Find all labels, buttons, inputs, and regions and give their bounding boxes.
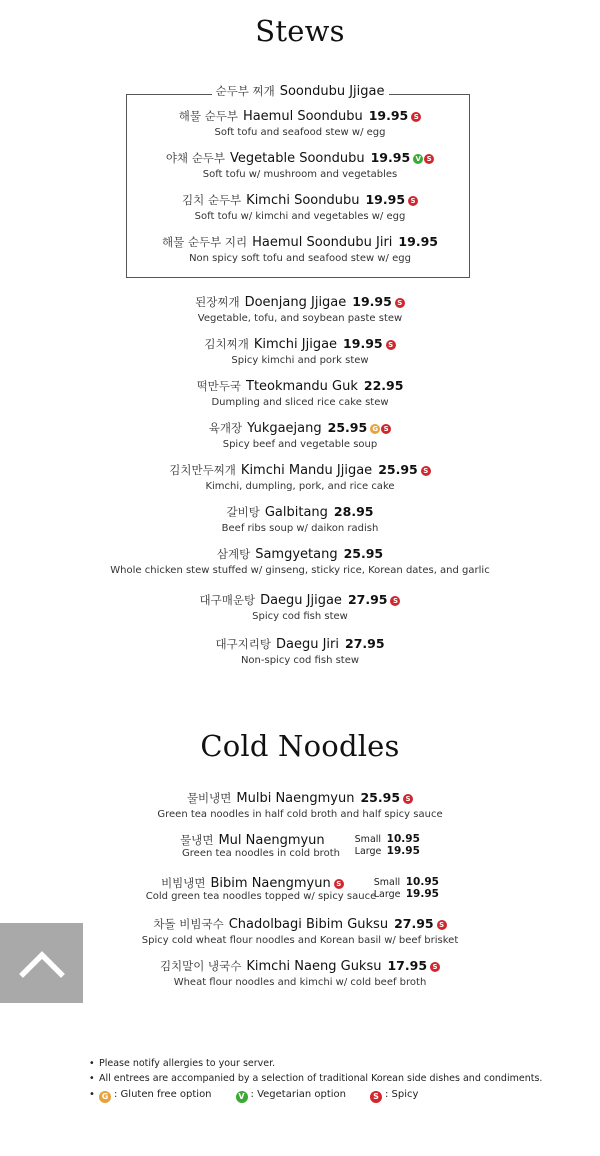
spicy-badge-icon: S xyxy=(437,920,447,930)
stew-item xyxy=(0,380,600,408)
item-english-name: Daegu Jjigae xyxy=(260,593,342,608)
item-korean-name: 김치찌개 xyxy=(204,337,249,351)
legend: • G : Gluten free option V : Vegetarian option S : Spicy xyxy=(89,1089,419,1101)
stews-title: Stews xyxy=(255,14,345,48)
item-korean-name: 대구매운탕 xyxy=(199,593,256,607)
soondubu-item xyxy=(0,236,600,264)
item-price: 25.95 xyxy=(327,420,368,435)
item-title-line xyxy=(0,594,600,607)
soondubu-item xyxy=(0,152,600,180)
item-price: 27.95 xyxy=(347,592,388,607)
item-title-line xyxy=(0,506,600,519)
cold-noodle-item xyxy=(0,960,600,988)
item-title-line xyxy=(0,638,600,651)
item-english-name: Bibim Naengmyun xyxy=(210,876,331,891)
item-english-name: Doenjang Jjigae xyxy=(244,295,347,310)
spicy-badge-icon: S xyxy=(421,466,431,476)
spicy-badge-icon: S xyxy=(381,424,391,434)
item-english-name: Tteokmandu Guk xyxy=(246,379,358,394)
item-title-line xyxy=(0,338,600,351)
item-description: Beef ribs soup w/ daikon radish xyxy=(221,523,379,534)
item-korean-name: 김치 순두부 xyxy=(181,193,242,207)
soondubu-item xyxy=(0,194,600,222)
cold-noodle-item xyxy=(0,792,600,820)
cold-noodle-item xyxy=(0,834,600,859)
item-description: Kimchi, dumpling, pork, and rice cake xyxy=(205,481,395,492)
soondubu-header-ko: 순두부 찌개 xyxy=(215,84,275,98)
item-title-line xyxy=(0,110,600,123)
item-korean-name: 비빔냉면 xyxy=(161,876,206,890)
item-korean-name: 갈비탕 xyxy=(226,505,260,519)
item-price: 17.95 xyxy=(387,958,428,973)
size-price-row xyxy=(355,846,420,858)
stew-item xyxy=(0,296,600,324)
item-price: 19.95 xyxy=(352,294,392,309)
item-korean-name: 떡만두국 xyxy=(196,379,242,393)
item-price: 25.95 xyxy=(343,546,384,561)
item-korean-name: 삼계탕 xyxy=(216,547,251,561)
spicy-badge-icon: S xyxy=(424,154,434,164)
item-english-name: Kimchi Jjigae xyxy=(253,337,338,352)
vegetarian-badge-icon: V xyxy=(413,154,423,164)
size-label: Small xyxy=(354,834,382,845)
item-korean-name: 물비냉면 xyxy=(186,791,232,805)
item-english-name: Yukgaejang xyxy=(247,421,322,436)
stew-item xyxy=(0,506,600,534)
size-price: 10.95 xyxy=(405,876,439,888)
legend-text: : Spicy xyxy=(385,1089,419,1100)
item-description: Non spicy soft tofu and seafood stew w/ egg xyxy=(189,253,411,264)
soondubu-item xyxy=(0,110,600,138)
item-price: 27.95 xyxy=(345,636,385,651)
item-korean-name: 차돌 비빔국수 xyxy=(153,917,224,931)
item-english-name: Samgyetang xyxy=(255,547,338,562)
spicy-badge-icon: S xyxy=(430,962,440,972)
item-description: Cold green tea noodles topped w/ spicy sauce xyxy=(145,891,377,902)
item-description: Green tea noodles in cold broth xyxy=(182,848,340,859)
spicy-badge-icon: S xyxy=(395,298,405,308)
item-description: Wheat flour noodles and kimchi w/ cold beef broth xyxy=(173,977,427,988)
cold-noodles-title: Cold Noodles xyxy=(200,729,400,763)
spicy-badge-icon: S xyxy=(390,596,400,606)
spicy-badge-icon: S xyxy=(408,196,418,206)
item-english-name: Kimchi Mandu Jjigae xyxy=(240,463,373,478)
item-price: 19.95 xyxy=(398,234,438,249)
item-title-line xyxy=(0,792,600,805)
item-description: Spicy cod fish stew xyxy=(252,611,348,622)
item-description: Soft tofu w/ mushroom and vegetables xyxy=(202,169,398,180)
spicy-badge-icon: S xyxy=(386,340,396,350)
item-description: Spicy beef and vegetable soup xyxy=(222,439,378,450)
vegetarian-badge-icon: V xyxy=(236,1091,248,1103)
item-description: Dumpling and sliced rice cake stew xyxy=(211,397,389,408)
item-korean-name: 대구지리탕 xyxy=(215,637,271,651)
item-price: 19.95 xyxy=(365,192,406,207)
item-korean-name: 된장찌개 xyxy=(195,295,240,309)
item-price: 22.95 xyxy=(363,378,404,393)
item-title-line xyxy=(0,464,600,477)
item-title-line xyxy=(0,296,600,309)
item-korean-name: 해물 순두부 xyxy=(178,109,238,123)
item-english-name: Mul Naengmyun xyxy=(218,833,325,848)
item-korean-name: 해물 순두부 지리 xyxy=(162,235,248,249)
stew-item xyxy=(0,594,600,622)
item-title-line xyxy=(0,548,600,561)
spicy-legend-entry xyxy=(370,1089,418,1100)
item-price: 27.95 xyxy=(394,916,434,931)
stew-item xyxy=(0,638,600,666)
item-price: 28.95 xyxy=(333,504,374,519)
item-english-name: Haemul Soondubu xyxy=(242,109,363,124)
item-english-name: Daegu Jiri xyxy=(275,637,339,652)
item-price: 25.95 xyxy=(360,790,401,805)
legend-text: : Vegetarian option xyxy=(250,1089,346,1100)
size-label: Large xyxy=(373,888,401,900)
item-title-line xyxy=(0,194,600,207)
item-description: Spicy cold wheat flour noodles and Korean basil w/ beef brisket xyxy=(141,935,459,946)
soondubu-header-en: Soondubu Jjigae xyxy=(279,84,385,99)
stew-item xyxy=(0,464,600,492)
item-title-line xyxy=(0,152,600,165)
item-title-line xyxy=(0,236,600,249)
item-price: 19.95 xyxy=(370,150,411,165)
gluten-badge-icon: G xyxy=(99,1091,111,1103)
size-price: 19.95 xyxy=(386,844,420,857)
item-english-name: Galbitang xyxy=(264,505,328,520)
stew-item xyxy=(0,338,600,366)
item-english-name: Haemul Soondubu Jiri xyxy=(252,235,393,250)
item-size-prices xyxy=(355,834,420,857)
item-description: Green tea noodles in half cold broth and half spicy sauce xyxy=(157,809,443,820)
spicy-badge-icon: S xyxy=(370,1091,382,1103)
item-korean-name: 야채 순두부 xyxy=(165,151,226,165)
stew-item xyxy=(0,422,600,450)
item-english-name: Chadolbagi Bibim Guksu xyxy=(228,917,389,932)
item-title-line xyxy=(0,960,600,973)
item-price: 19.95 xyxy=(368,108,409,123)
stew-item xyxy=(0,548,600,576)
vegetarian-legend-entry xyxy=(236,1089,346,1100)
size-label: Small xyxy=(373,877,401,888)
item-size-prices xyxy=(374,877,439,900)
soondubu-header xyxy=(0,85,600,98)
item-korean-name: 물냉면 xyxy=(180,833,214,847)
size-label: Large xyxy=(354,845,382,857)
cold-noodle-item xyxy=(0,918,600,946)
gluten-badge-icon: G xyxy=(370,424,380,434)
item-description: Non-spicy cod fish stew xyxy=(240,655,360,666)
size-price: 10.95 xyxy=(386,833,420,845)
item-korean-name: 김치말이 냉국수 xyxy=(159,959,242,973)
cold-noodle-item xyxy=(0,877,600,902)
size-price-row xyxy=(374,889,439,901)
item-korean-name: 육개장 xyxy=(208,421,243,435)
item-title-line xyxy=(0,422,600,435)
spicy-badge-icon: S xyxy=(411,112,421,122)
item-price: 19.95 xyxy=(343,336,383,351)
side-dishes-note: • All entrees are accompanied by a selection of traditional Korean side dishes and condiments. xyxy=(89,1073,543,1084)
item-english-name: Kimchi Naeng Guksu xyxy=(246,959,382,974)
chevron-up-icon xyxy=(19,948,65,978)
item-english-name: Vegetable Soondubu xyxy=(230,151,365,166)
spicy-badge-icon: S xyxy=(403,794,413,804)
item-title-line xyxy=(0,380,600,393)
item-english-name: Kimchi Soondubu xyxy=(246,193,360,208)
item-price: 25.95 xyxy=(378,462,418,477)
spicy-badge-icon: S xyxy=(334,879,344,889)
item-description: Vegetable, tofu, and soybean paste stew xyxy=(197,313,403,324)
item-description: Soft tofu w/ kimchi and vegetables w/ egg xyxy=(194,211,406,222)
item-korean-name: 김치만두찌개 xyxy=(169,463,236,477)
scroll-to-top-button[interactable] xyxy=(0,923,83,1003)
item-english-name: Mulbi Naengmyun xyxy=(236,791,355,806)
legend-text: : Gluten free option xyxy=(114,1089,212,1100)
item-title-line xyxy=(0,918,600,931)
size-price: 19.95 xyxy=(405,887,439,900)
item-description: Whole chicken stew stuffed w/ ginseng, sticky rice, Korean dates, and garlic xyxy=(110,565,490,576)
gluten-legend-entry xyxy=(99,1089,212,1100)
allergy-note: • Please notify allergies to your server. xyxy=(89,1058,276,1069)
item-description: Soft tofu and seafood stew w/ egg xyxy=(214,127,386,138)
item-description: Spicy kimchi and pork stew xyxy=(231,355,369,366)
